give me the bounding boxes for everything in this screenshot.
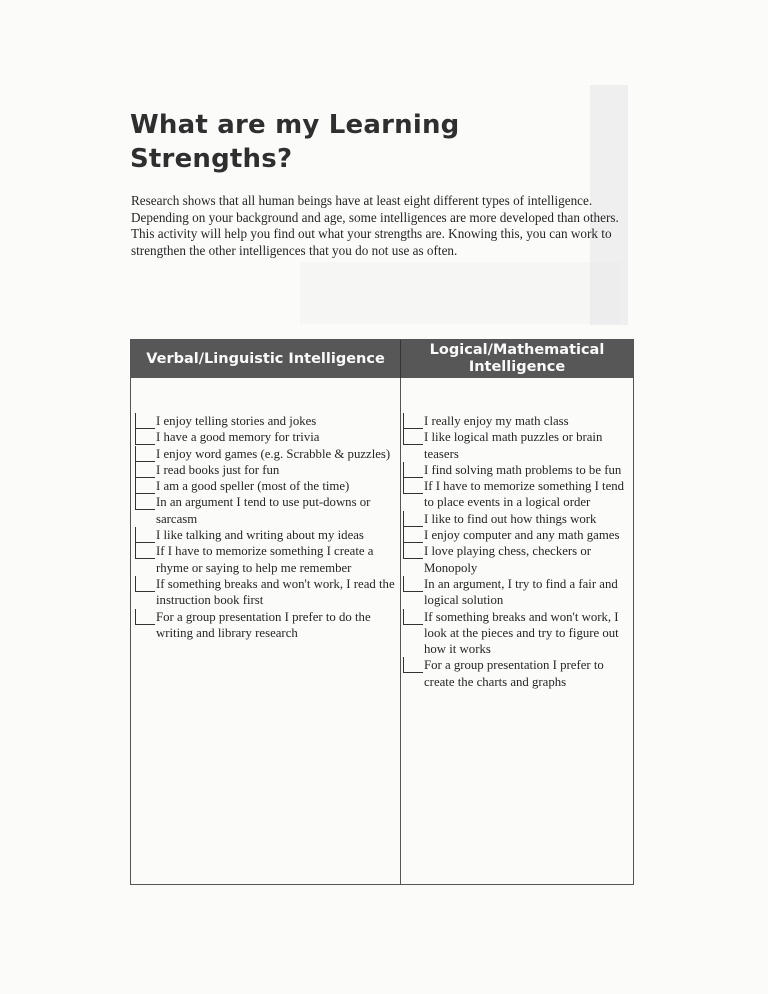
checklist-item: [403, 429, 629, 462]
item-text: I like to find out how things work: [424, 511, 597, 526]
checkbox-blank[interactable]: [403, 543, 423, 559]
item-text: I am a good speller (most of the time): [156, 479, 350, 494]
checkbox-blank[interactable]: [135, 609, 155, 625]
logical-mathematical-header: [401, 340, 633, 378]
item-text: If something breaks and won't work, I read the instruction book first: [156, 576, 395, 608]
checkbox-blank[interactable]: [135, 576, 155, 592]
checkbox-blank[interactable]: [135, 413, 155, 429]
checklist-item: [135, 462, 399, 478]
item-text: I read books just for fun: [156, 462, 280, 477]
checkbox-blank[interactable]: [403, 413, 423, 429]
item-text: I find solving math problems to be fun: [424, 462, 622, 477]
checklist-item: [135, 478, 399, 494]
checkbox-blank[interactable]: [135, 462, 155, 478]
checklist-item: [135, 543, 399, 576]
checkbox-blank[interactable]: [135, 446, 155, 462]
checklist-item: [403, 413, 629, 429]
checklist-item: [403, 478, 629, 511]
checkbox-blank[interactable]: [135, 494, 155, 510]
page-title-line-1: What are my Learning: [130, 110, 460, 140]
item-text: I like talking and writing about my ideas: [156, 528, 364, 543]
checkbox-blank[interactable]: [135, 478, 155, 494]
checklist-item: [135, 446, 399, 462]
checkbox-blank[interactable]: [403, 576, 423, 592]
logical-mathematical-list: [403, 413, 629, 690]
item-text: I have a good memory for trivia: [156, 430, 320, 445]
page-title: [130, 108, 459, 176]
checklist-item: [135, 413, 399, 429]
checkbox-blank[interactable]: [403, 478, 423, 494]
checkbox-blank[interactable]: [403, 429, 423, 445]
item-text: If I have to memorize something I tend to place events in a logical order: [424, 479, 625, 510]
checklist-item: [403, 527, 629, 543]
item-text: In an argument, I try to find a fair and logical solution: [424, 576, 618, 608]
checklist-item: [403, 543, 629, 576]
column-divider: [400, 378, 401, 884]
verbal-linguistic-list: [135, 413, 399, 641]
item-text: I love playing chess, checkers or Monopoly: [424, 544, 592, 575]
page-title-line-2: Strengths?: [130, 144, 293, 174]
checkbox-blank[interactable]: [403, 609, 423, 625]
checklist-item: [403, 576, 629, 609]
checklist-item: [135, 429, 399, 445]
checklist-item: [403, 609, 629, 658]
checkbox-blank[interactable]: [403, 462, 423, 478]
logical-mathematical-header-line-2: Intelligence: [468, 359, 566, 375]
item-text: I really enjoy my math class: [424, 414, 569, 428]
checklist-item: [403, 657, 629, 690]
checklist-item: [135, 609, 399, 642]
verbal-linguistic-header: [131, 340, 401, 378]
checkbox-blank[interactable]: [135, 429, 155, 445]
item-text: I enjoy telling stories and jokes: [156, 414, 317, 428]
checklist-item: [135, 494, 399, 527]
checkbox-blank[interactable]: [403, 527, 423, 543]
verbal-linguistic-header-label: Verbal/Linguistic Intelligence: [146, 350, 385, 367]
intelligence-checklist-table: [130, 339, 634, 885]
item-text: If I have to memorize something I create a rhyme or saying to help me remember: [156, 544, 374, 575]
checklist-item: [403, 462, 629, 478]
checkbox-blank[interactable]: [135, 543, 155, 559]
bleed-through-shadow: [300, 262, 620, 324]
item-text: I enjoy computer and any math games: [424, 528, 620, 543]
intro-paragraph: Research shows that all human beings have at least eight different types of intelligence. Depending on your background and age, some intelligences are more developed than others. This activity will help you find out what your strengths are. Knowing this, you can work to strengthen the other intelligences that you do not use as often.: [131, 193, 619, 258]
checklist-item: [135, 576, 399, 609]
item-text: I like logical math puzzles or brain teasers: [424, 430, 603, 461]
item-text: I enjoy word games (e.g. Scrabble & puzzles): [156, 446, 391, 461]
item-text: If something breaks and won't work, I look at the pieces and try to figure out how it works: [424, 609, 619, 657]
logical-mathematical-header-line-1: Logical/Mathematical: [429, 342, 605, 358]
item-text: In an argument I tend to use put-downs or sarcasm: [156, 495, 371, 526]
checkbox-blank[interactable]: [403, 511, 423, 527]
checklist-item: [135, 527, 399, 543]
item-text: For a group presentation I prefer to create the charts and graphs: [424, 658, 604, 689]
checkbox-blank[interactable]: [135, 527, 155, 543]
checklist-item: [403, 511, 629, 527]
checkbox-blank[interactable]: [403, 657, 423, 673]
item-text: For a group presentation I prefer to do the writing and library research: [156, 609, 371, 640]
